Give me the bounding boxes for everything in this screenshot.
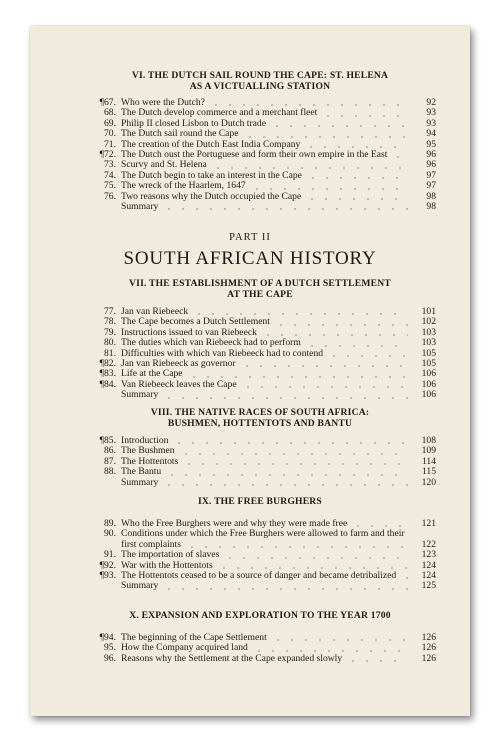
entry-number: ¶85. — [99, 435, 116, 446]
entry-title: The Dutch develop commerce and a merchant fleet — [121, 107, 318, 119]
dot-leader — [240, 365, 408, 367]
entry-title: The wreck of the Haarlem, 1647 — [121, 180, 246, 192]
dot-leader — [400, 577, 408, 579]
chapter-heading-line: AS A VICTUALLING STATION — [189, 81, 331, 92]
entry-page-number: 108 — [421, 434, 436, 446]
entry-number: ¶67. — [99, 97, 116, 108]
dot-leader — [305, 345, 408, 347]
entry-title: Scurvy and St. Helena — [121, 159, 207, 171]
dot-leader — [270, 125, 408, 127]
dot-leader — [321, 115, 408, 117]
toc-entry — [88, 181, 436, 191]
dot-leader — [252, 650, 408, 652]
entry-page-number: 124 — [421, 559, 436, 571]
entry-page-number: 96 — [426, 148, 436, 160]
dot-leader — [327, 355, 408, 357]
entry-title: Instructions issued to van Riebeeck — [121, 326, 257, 338]
entry-number: 69. — [104, 117, 116, 129]
entry-page-number: 126 — [421, 652, 436, 664]
entry-page-number: 103 — [421, 337, 436, 349]
chapter-entries — [88, 436, 436, 488]
chapter-heading-line: IX. THE FREE BURGHERS — [198, 496, 322, 507]
toc-entry — [88, 129, 436, 139]
dot-leader — [162, 484, 408, 486]
entry-page-number: 109 — [421, 445, 436, 457]
part-label: PART II — [229, 232, 271, 243]
dot-leader — [182, 463, 408, 465]
dot-leader — [185, 546, 408, 548]
entry-number: ¶83. — [99, 368, 116, 380]
entry-page-number: 106 — [421, 368, 436, 380]
entry-page-number: 125 — [421, 580, 436, 592]
entry-title: Reasons why the Settlement at the Cape expanded slowly — [121, 652, 343, 664]
entry-title: War with the Hottentots — [121, 559, 213, 571]
entry-title: Conditions under which the Free Burghers were allowed to farm and their first complaints — [121, 528, 405, 550]
entry-title: The Hottentots ceased to be a source of danger and became detribalized — [121, 569, 397, 581]
entry-page-number: 121 — [421, 517, 436, 529]
chapter-heading-line: AT THE CAPE — [227, 289, 293, 300]
entry-page-number: 103 — [421, 326, 436, 338]
entry-number: 89. — [104, 518, 116, 529]
dot-leader — [209, 104, 408, 106]
chapter-entries — [88, 307, 436, 401]
entry-title: Who were the Dutch? — [121, 97, 205, 108]
entry-title: The Bantu — [121, 466, 162, 478]
entry-page-number: 115 — [421, 466, 436, 478]
entry-title: Life at the Cape — [121, 368, 183, 380]
dot-leader — [243, 136, 409, 138]
entry-title: The Dutch oust the Portuguese and form their own empire in the East — [121, 148, 388, 160]
entry-page-number: 96 — [426, 159, 436, 171]
summary-entry — [88, 478, 436, 488]
entry-number: 88. — [104, 466, 116, 478]
chapter-entries — [88, 633, 436, 664]
toc-entry — [88, 467, 436, 477]
entry-page-number: 101 — [421, 305, 436, 317]
dot-leader — [192, 313, 408, 315]
part-title: SOUTH AFRICAN HISTORY — [123, 248, 377, 269]
entry-number: 70. — [104, 128, 116, 140]
entry-page-number: 122 — [421, 538, 436, 550]
chapter-heading-line: VI. THE DUTCH SAIL ROUND THE CAPE: ST. HELENA — [131, 70, 389, 81]
entry-number: 68. — [104, 107, 116, 119]
entry-page-number: 93 — [426, 107, 436, 119]
entry-page-number: 102 — [421, 316, 436, 328]
entry-title: Difficulties with which van Riebeeck had to contend — [121, 347, 324, 359]
dot-leader — [172, 442, 408, 444]
chapter-heading-line: X. EXPANSION AND EXPLORATION TO THE YEAR 1700 — [129, 610, 391, 621]
entry-number: ¶82. — [99, 357, 116, 369]
entry-title: The Dutch sail round the Cape — [121, 128, 239, 140]
entry-title: The importation of slaves — [121, 549, 220, 561]
chapter-entries — [88, 519, 436, 592]
summary-entry — [88, 202, 436, 212]
dot-leader — [211, 167, 408, 169]
entry-title: Philip II closed Lisbon to Dutch trade — [121, 117, 266, 129]
chapter-entries — [88, 98, 436, 212]
entry-page-number: 98 — [426, 190, 436, 202]
entry-number: 78. — [104, 316, 116, 328]
entry-number: ¶84. — [99, 378, 116, 390]
dot-leader — [162, 588, 408, 590]
entry-page-number: 98 — [426, 200, 436, 212]
entry-page-number: 97 — [426, 180, 436, 192]
entry-title: How the Company acquired land — [121, 642, 248, 654]
toc-entry — [88, 654, 436, 664]
entry-number: 87. — [104, 455, 116, 467]
entry-page-number: 97 — [426, 169, 436, 181]
dot-leader — [250, 188, 408, 190]
dot-leader — [241, 386, 408, 388]
chapter-heading-line: BUSHMEN, HOTTENTOTS AND BANTU — [167, 418, 353, 429]
entry-page-number: 106 — [421, 389, 436, 401]
entry-title: Summary — [121, 476, 159, 488]
entry-page-number: 120 — [421, 476, 436, 488]
dot-leader — [223, 557, 408, 559]
dot-leader — [305, 198, 408, 200]
entry-page-number: 124 — [421, 569, 436, 581]
entry-page-number: 106 — [421, 378, 436, 390]
chapter-heading-line: VII. THE ESTABLISHMENT OF A DUTCH SETTLEMENT — [129, 278, 391, 289]
dot-leader — [261, 334, 408, 336]
dot-leader — [306, 177, 408, 179]
entry-number: ¶93. — [99, 569, 116, 581]
toc-entry — [88, 529, 436, 550]
entry-title: The Cape becomes a Dutch Settlement — [121, 316, 270, 328]
entry-title: The beginning of the Cape Settlement — [121, 632, 267, 643]
dot-leader — [274, 324, 408, 326]
entry-number: ¶92. — [99, 559, 116, 571]
entry-page-number: 93 — [426, 117, 436, 129]
entry-page-number: 114 — [421, 455, 436, 467]
dot-leader — [179, 453, 408, 455]
entry-number: 91. — [104, 549, 116, 561]
entry-title: Summary — [121, 580, 159, 592]
entry-title: Introduction — [121, 435, 169, 446]
entry-title: The creation of the Dutch East India Company — [121, 138, 301, 150]
dot-leader — [346, 660, 408, 662]
dot-leader — [391, 156, 408, 158]
chapter-heading — [100, 70, 420, 92]
entry-number: 90. — [104, 528, 116, 540]
entry-number: 81. — [104, 347, 116, 359]
entry-page-number: 126 — [421, 631, 436, 643]
chapter-heading — [100, 610, 420, 621]
entry-number: 73. — [104, 159, 116, 171]
entry-page-number: 94 — [426, 128, 436, 140]
summary-entry — [88, 581, 436, 591]
book-page — [30, 26, 470, 716]
entry-title: The Dutch begin to take an interest in the Cape — [121, 169, 302, 181]
dot-leader — [165, 474, 408, 476]
entry-number: 71. — [104, 138, 116, 150]
entry-number: 95. — [104, 642, 116, 654]
entry-page-number: 123 — [421, 549, 436, 561]
table-of-contents — [30, 26, 470, 716]
entry-number: ¶72. — [99, 148, 116, 160]
entry-page-number: 92 — [426, 96, 436, 108]
entry-page-number: 95 — [426, 138, 436, 150]
chapter-heading — [100, 407, 420, 429]
chapter-heading — [100, 278, 420, 300]
dot-leader — [162, 208, 408, 210]
entry-number: 96. — [104, 652, 116, 664]
entry-number: 79. — [104, 326, 116, 338]
entry-number: 86. — [104, 445, 116, 457]
entry-number: 74. — [104, 169, 116, 181]
entry-number: 76. — [104, 190, 116, 202]
chapter-heading-line: VIII. THE NATIVE RACES OF SOUTH AFRICA: — [150, 407, 370, 418]
dot-leader — [162, 397, 408, 399]
summary-entry — [88, 390, 436, 400]
entry-number: 77. — [104, 306, 116, 317]
entry-title: Summary — [121, 389, 159, 401]
entry-number: 75. — [104, 180, 116, 192]
dot-leader — [271, 639, 408, 641]
entry-page-number: 105 — [421, 357, 436, 369]
entry-page-number: 105 — [421, 347, 436, 359]
dot-leader — [351, 525, 408, 527]
entry-title: Van Riebeeck leaves the Cape — [121, 378, 237, 390]
entry-title: The Bushmen — [121, 445, 175, 457]
entry-page-number: 126 — [421, 642, 436, 654]
dot-leader — [187, 376, 408, 378]
chapter-heading — [100, 496, 420, 507]
entry-title: Two reasons why the Dutch occupied the Cape — [121, 190, 302, 202]
entry-title: The duties which van Riebeeck had to perform — [121, 337, 301, 349]
entry-title: The Hottentots — [121, 455, 179, 467]
entry-title: Jan van Riebeeck as governor — [121, 357, 236, 369]
entry-number: 80. — [104, 337, 116, 349]
dot-leader — [304, 146, 408, 148]
entry-title: Who the Free Burghers were and why they were made free — [121, 518, 348, 529]
entry-title: Jan van Riebeeck — [121, 306, 189, 317]
toc-entry — [88, 338, 436, 348]
entry-number: ¶94. — [99, 632, 116, 643]
entry-title: Summary — [121, 200, 159, 212]
dot-leader — [217, 567, 408, 569]
